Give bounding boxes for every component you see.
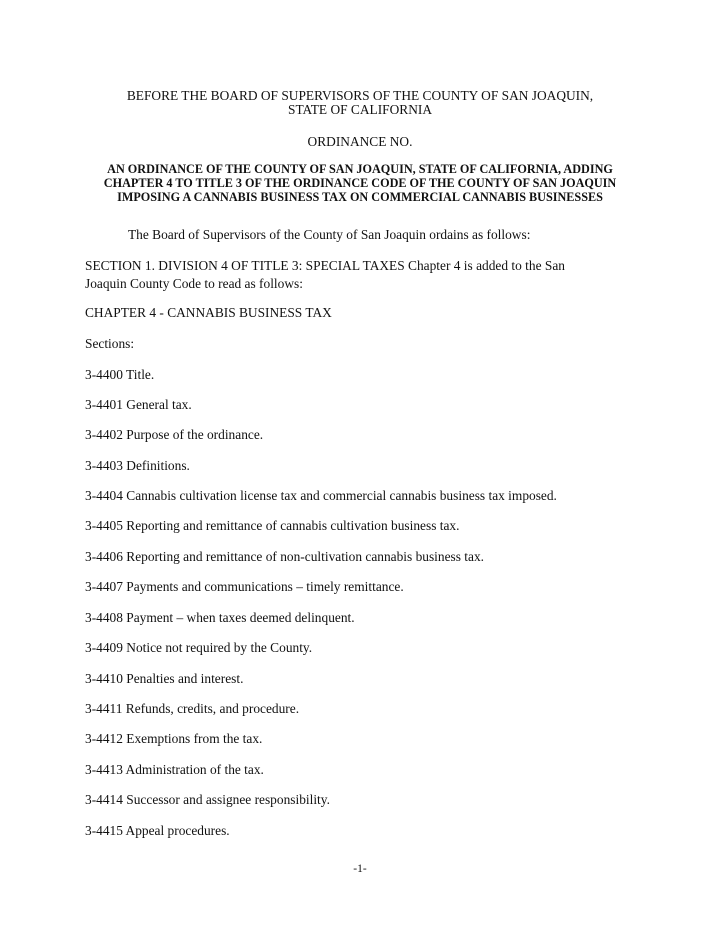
- section-item: 3-4405 Reporting and remittance of cannabis cultivation business tax.: [85, 518, 460, 533]
- section-item: 3-4406 Reporting and remittance of non-cultivation cannabis business tax.: [85, 549, 485, 564]
- ordinance-title-line-2: CHAPTER 4 TO TITLE 3 OF THE ORDINANCE CODE OF THE COUNTY OF SAN JOAQUIN: [103, 176, 617, 190]
- ordinance-title-line-1: AN ORDINANCE OF THE COUNTY OF SAN JOAQUIN, STATE OF CALIFORNIA, ADDING: [107, 162, 613, 176]
- section-item: 3-4412 Exemptions from the tax.: [85, 731, 263, 746]
- ordinance-number: ORDINANCE NO.: [307, 134, 413, 149]
- section-one-line-1: SECTION 1. DIVISION 4 OF TITLE 3: SPECIAL TAXES Chapter 4 is added to the San: [85, 258, 565, 273]
- section-item: 3-4415 Appeal procedures.: [85, 823, 230, 838]
- section-item: 3-4414 Successor and assignee responsibility.: [85, 792, 330, 807]
- section-item: 3-4408 Payment – when taxes deemed delinquent.: [85, 610, 355, 625]
- section-item: 3-4401 General tax.: [85, 397, 192, 412]
- section-item: 3-4411 Refunds, credits, and procedure.: [85, 701, 300, 716]
- page-number: -1-: [353, 863, 367, 875]
- sections-label: Sections:: [85, 336, 135, 351]
- intro-paragraph: The Board of Supervisors of the County of San Joaquin ordains as follows:: [128, 227, 531, 242]
- header-line-2: STATE OF CALIFORNIA: [288, 102, 432, 117]
- section-one-paragraph: [85, 257, 615, 293]
- section-item: 3-4413 Administration of the tax.: [85, 762, 264, 777]
- section-item: 3-4402 Purpose of the ordinance.: [85, 427, 264, 442]
- section-one-line-2: Joaquin County Code to read as follows:: [85, 276, 303, 291]
- section-item: 3-4403 Definitions.: [85, 458, 190, 473]
- section-item: 3-4404 Cannabis cultivation license tax and commercial cannabis business tax imposed.: [85, 488, 557, 503]
- header-line-1: BEFORE THE BOARD OF SUPERVISORS OF THE COUNTY OF SAN JOAQUIN,: [126, 88, 594, 103]
- ordinance-title-line-3: IMPOSING A CANNABIS BUSINESS TAX ON COMMERCIAL CANNABIS BUSINESSES: [117, 190, 603, 204]
- section-item: 3-4400 Title.: [85, 367, 155, 382]
- ordinance-title: [84, 162, 636, 204]
- section-item: 3-4409 Notice not required by the County.: [85, 640, 313, 655]
- section-item: 3-4410 Penalties and interest.: [85, 671, 244, 686]
- chapter-heading: CHAPTER 4 - CANNABIS BUSINESS TAX: [85, 305, 332, 320]
- section-item: 3-4407 Payments and communications – timely remittance.: [85, 579, 404, 594]
